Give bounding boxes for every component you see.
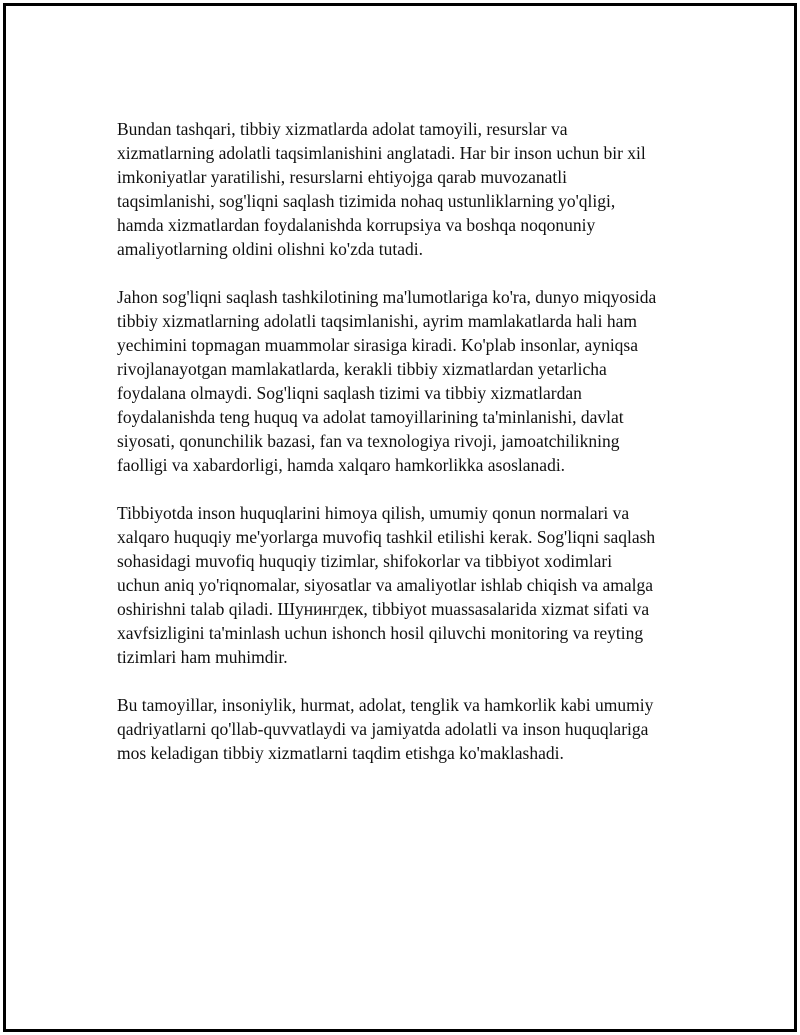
document-body	[117, 117, 697, 789]
paragraph-4: Bu tamoyillar, insoniylik, hurmat, adolat, tenglik va hamkorlik kabi umumiy qadriyatlarni qo'llab-quvvatlaydi va jamiyatda adolatli va inson huquqlariga mos keladigan tibbiy xizmatlarni taqdim etishga ko'maklashadi.	[117, 695, 654, 763]
paragraph-1: Bundan tashqari, tibbiy xizmatlarda adolat tamoyili, resurslar va xizmatlarning adolatli taqsimlanishini anglatadi. Har bir inson uchun bir xil imkoniyatlar yaratilishi, resurslarni ehtiyojga qarab muvozanatli taqsimlanishi, sog'liqni saqlash tizimida nohaq ustunliklarning yo'qligi, hamda xizmatlardan foydalanishda korrupsiya va boshqa noqonuniy amaliyotlarning oldini olishni ko'zda tutadi.	[117, 119, 646, 259]
paragraph-3: Tibbiyotda inson huquqlarini himoya qilish, umumiy qonun normalari va xalqaro huquqiy me'yorlarga muvofiq tashkil etilishi kerak. Sog'liqni saqlash sohasidagi muvofiq huquqiy tizimlar, shifokorlar va tibbiyot xodimlari uchun aniq yo'riqnomalar, siyosatlar va amaliyotlar ishlab chiqish va amalga oshirishni talab qiladi. Шунингдек, tibbiyot muassasalarida xizmat sifati va xavfsizligini ta'minlash uchun ishonch hosil qiluvchi monitoring va reyting tizimlari ham muhimdir.	[117, 503, 656, 667]
paragraph-2: Jahon sog'liqni saqlash tashkilotining ma'lumotlariga ko'ra, dunyo miqyosida tibbiy xizmatlarning adolatli taqsimlanishi, ayrim mamlakatlarda hali ham yechimini topmagan muammolar sirasiga kiradi. Ko'plab insonlar, ayniqsa rivojlanayotgan mamlakatlarda, kerakli tibbiy xizmatlardan yetarlicha foydalana olmaydi. Sog'liqni saqlash tizimi va tibbiy xizmatlardan foydalanishda teng huquq va adolat tamoyillarining ta'minlanishi, davlat siyosati, qonunchilik bazasi, fan va texnologiya rivoji, jamoatchilikning faolligi va xabardorligi, hamda xalqaro hamkorlikka asoslanadi.	[117, 287, 657, 475]
